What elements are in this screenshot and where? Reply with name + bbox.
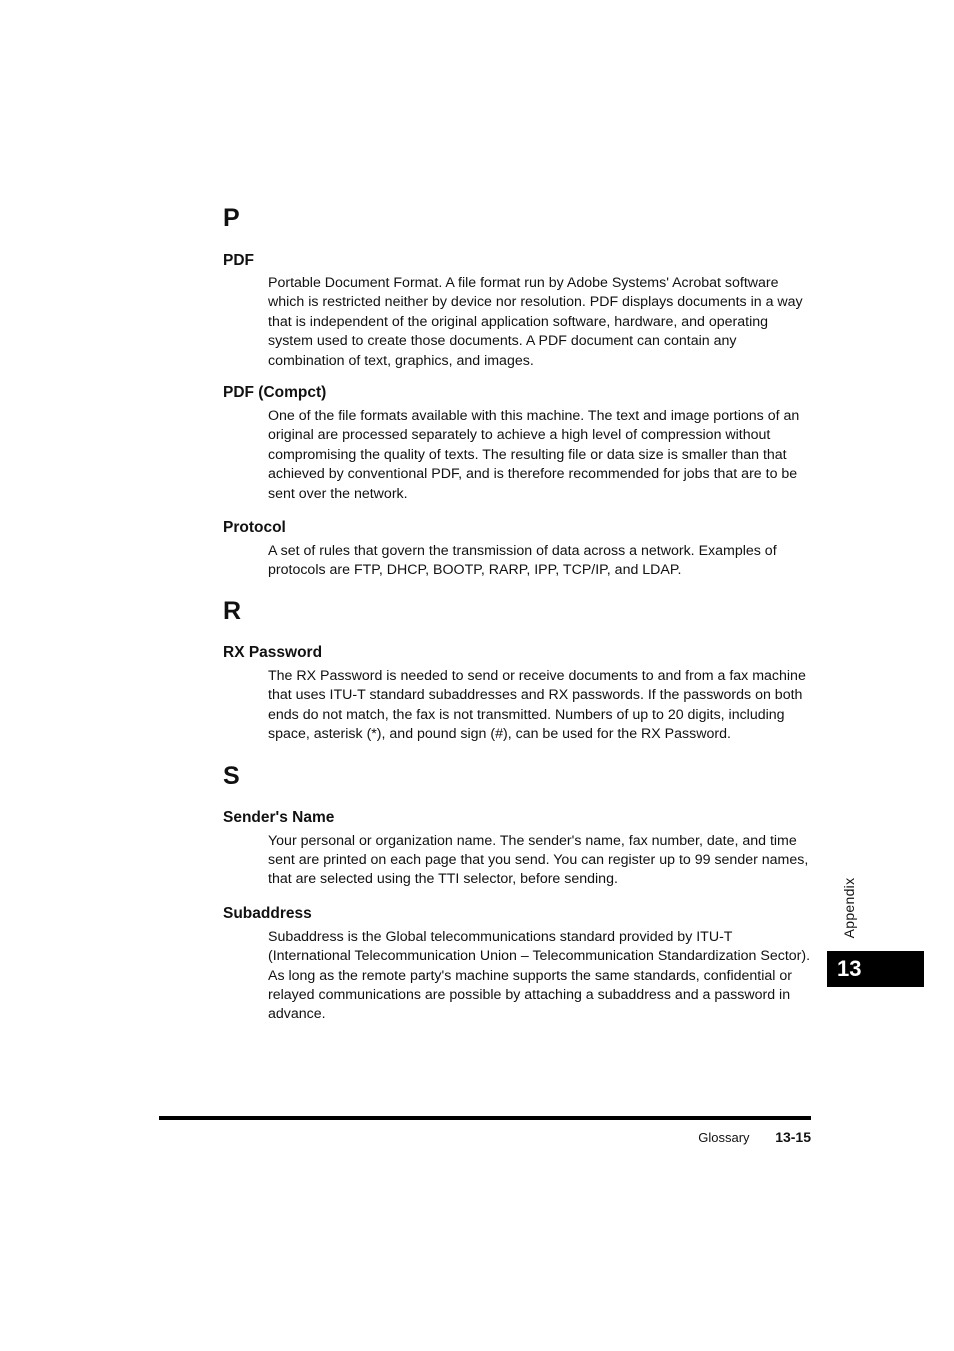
- term-pdf: PDF: [223, 252, 254, 269]
- section-letter-s: S: [223, 761, 240, 790]
- footer-rule: [159, 1116, 811, 1120]
- page-footer: [698, 1128, 811, 1147]
- definition-subaddress: Subaddress is the Global telecommunications standard provided by ITU-T (International Telecommunication Union – Telecommunication Standardization Sector). As long as the remote party's machine supports the same standards, confidential or relayed communications are possible by attaching a subaddress and a password in advance.: [268, 928, 811, 1023]
- section-letter-p: P: [223, 204, 240, 232]
- term-pdf-compct: PDF (Compct): [223, 384, 327, 402]
- page-number: 13-15: [775, 1129, 811, 1145]
- term-senders-name: Sender's Name: [223, 808, 335, 826]
- term-rx-password: RX Password: [223, 643, 323, 661]
- side-tab-label: Appendix: [841, 877, 857, 939]
- definition-pdf: Portable Document Format. A file format run by Adobe Systems' Acrobat software which is restricted neither by device nor resolution. PDF displays documents in a way that is independent of the original application software, hardware, and operating system used to create those documents. A PDF document can contain any combination of text, graphics, and images.: [268, 275, 803, 369]
- term-subaddress: Subaddress: [223, 904, 312, 922]
- glossary-content: [223, 203, 823, 1025]
- definition-protocol: A set of rules that govern the transmission of data across a network. Examples of protocols are FTP, DHCP, BOOTP, RARP, IPP, TCP/IP, and LDAP.: [268, 543, 777, 579]
- section-letter-r: R: [223, 596, 242, 625]
- definition-rx-password: The RX Password is needed to send or receive documents to and from a fax machine that uses ITU-T standard subaddresses and RX passwords. If the passwords on both ends do not match, the fax is not transmitted. Numbers of up to 20 digits, including space, asterisk (*), and pound sign (#), can be used for the RX Password.: [268, 667, 806, 743]
- term-protocol: Protocol: [223, 519, 286, 537]
- definition-pdf-compct: One of the file formats available with this machine. The text and image portions of an original are processed separately to achieve a high level of compression without compromising the quality of texts. The resulting file or data size is smaller than that achieved by conventional PDF, and is therefore recommended for jobs that are to be sent over the network.: [268, 408, 800, 502]
- chapter-tab: 13: [827, 951, 924, 987]
- footer-section-name: Glossary: [698, 1130, 750, 1145]
- definition-senders-name: Your personal or organization name. The sender's name, fax number, date, and time sent are printed on each page that you send. You can register up to 99 sender names, that are selected using the TTI selector, before sending.: [268, 832, 809, 888]
